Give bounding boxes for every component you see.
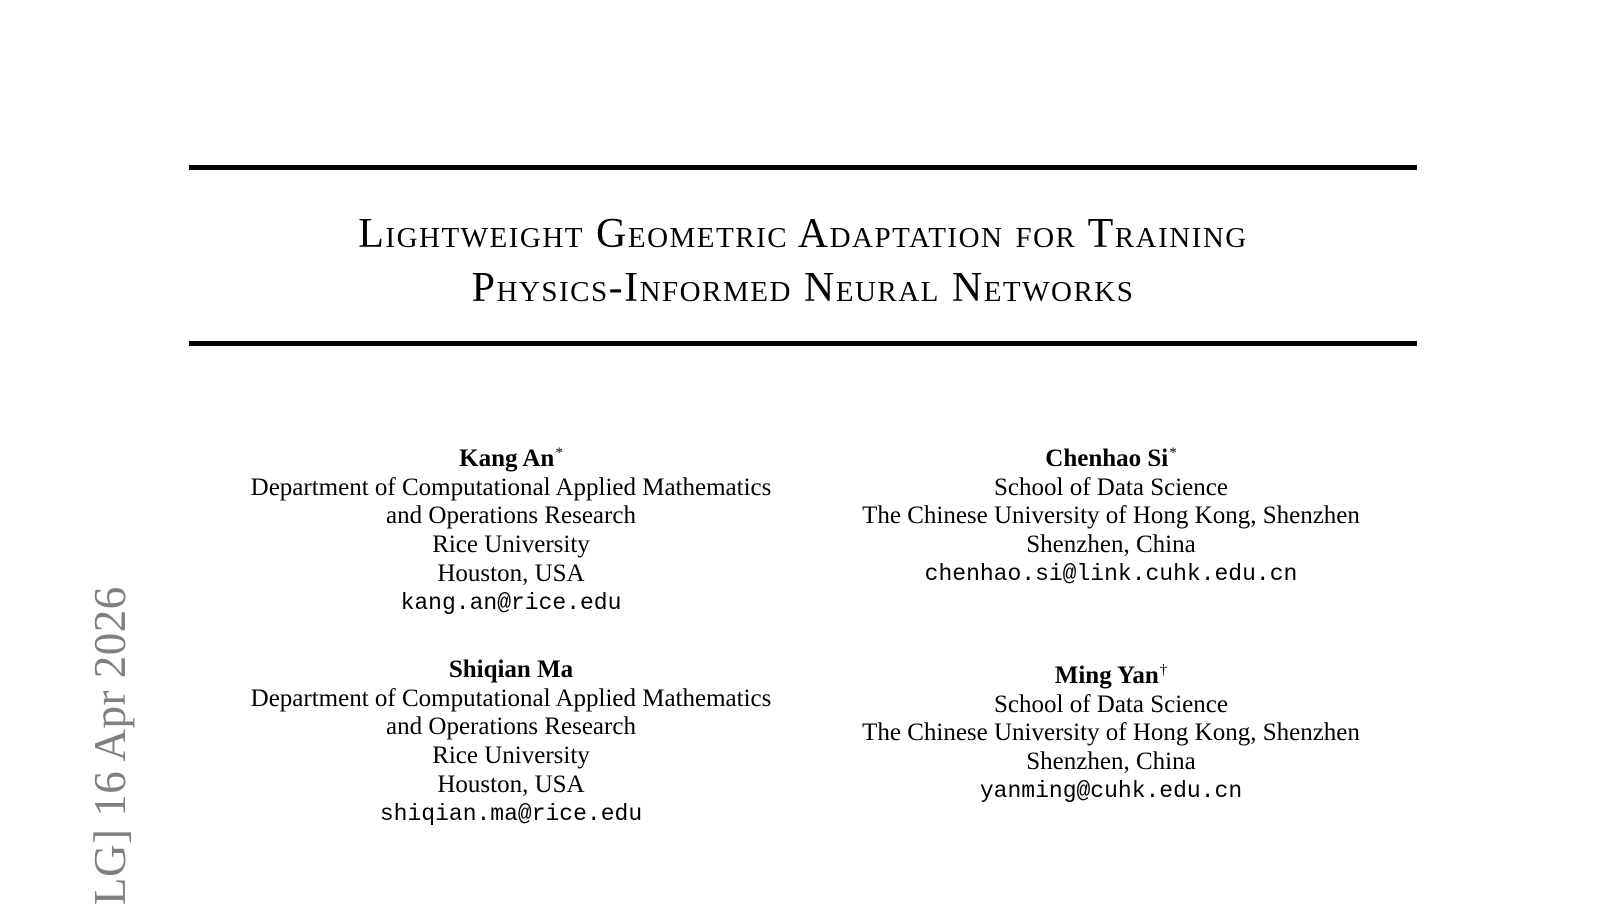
paper-title-line-2: Physics-Informed Neural Networks — [471, 265, 1135, 311]
title-rule-top — [189, 165, 1417, 170]
paper-title — [189, 207, 1417, 315]
arxiv-side-stamp: LG] 16 Apr 2026 — [85, 586, 135, 905]
author-footnote-mark: * — [555, 445, 563, 461]
author-affiliation: Houston, USA — [437, 559, 585, 587]
author-affiliation: School of Data Science — [994, 473, 1228, 501]
author-name: Ming Yan — [1054, 662, 1159, 689]
author-name: Shiqian Ma — [448, 656, 574, 683]
author-affiliation: Shenzhen, China — [1026, 748, 1196, 776]
author-name-line — [801, 439, 1421, 474]
author-name: Chenhao Si — [1045, 445, 1169, 472]
author-footnote-mark: * — [1169, 445, 1177, 461]
author-affiliation: Department of Computational Applied Mathematics — [250, 473, 772, 501]
author-email: yanming@cuhk.edu.cn — [979, 777, 1243, 804]
author-name-line — [201, 656, 821, 685]
title-rule-bottom — [189, 341, 1417, 346]
author-affiliation: Rice University — [432, 531, 590, 559]
author-affiliation: Houston, USA — [437, 770, 585, 798]
author-affiliation: The Chinese University of Hong Kong, Shenzhen — [862, 719, 1360, 747]
paper-title-line-1: Lightweight Geometric Adaptation for Training — [358, 211, 1248, 257]
author-email: kang.an@rice.edu — [400, 589, 622, 616]
author-footnote-mark: † — [1159, 662, 1168, 678]
author-affiliation: and Operations Research — [386, 502, 636, 530]
author-affiliation: School of Data Science — [994, 690, 1228, 718]
author-affiliation: Department of Computational Applied Mathematics — [250, 684, 772, 712]
author-block-chenhao-si — [801, 439, 1421, 589]
author-affiliation: and Operations Research — [386, 713, 636, 741]
author-affiliation: Rice University — [432, 742, 590, 770]
author-block-ming-yan — [801, 656, 1421, 806]
author-block-kang-an — [201, 439, 821, 617]
author-email: chenhao.si@link.cuhk.edu.cn — [924, 560, 1298, 587]
author-affiliation: The Chinese University of Hong Kong, Shenzhen — [862, 502, 1360, 530]
author-email: shiqian.ma@rice.edu — [379, 800, 643, 827]
author-name-line — [201, 439, 821, 474]
author-affiliation: Shenzhen, China — [1026, 531, 1196, 559]
author-block-shiqian-ma — [201, 656, 821, 828]
author-name: Kang An — [459, 445, 555, 472]
author-name-line — [801, 656, 1421, 691]
